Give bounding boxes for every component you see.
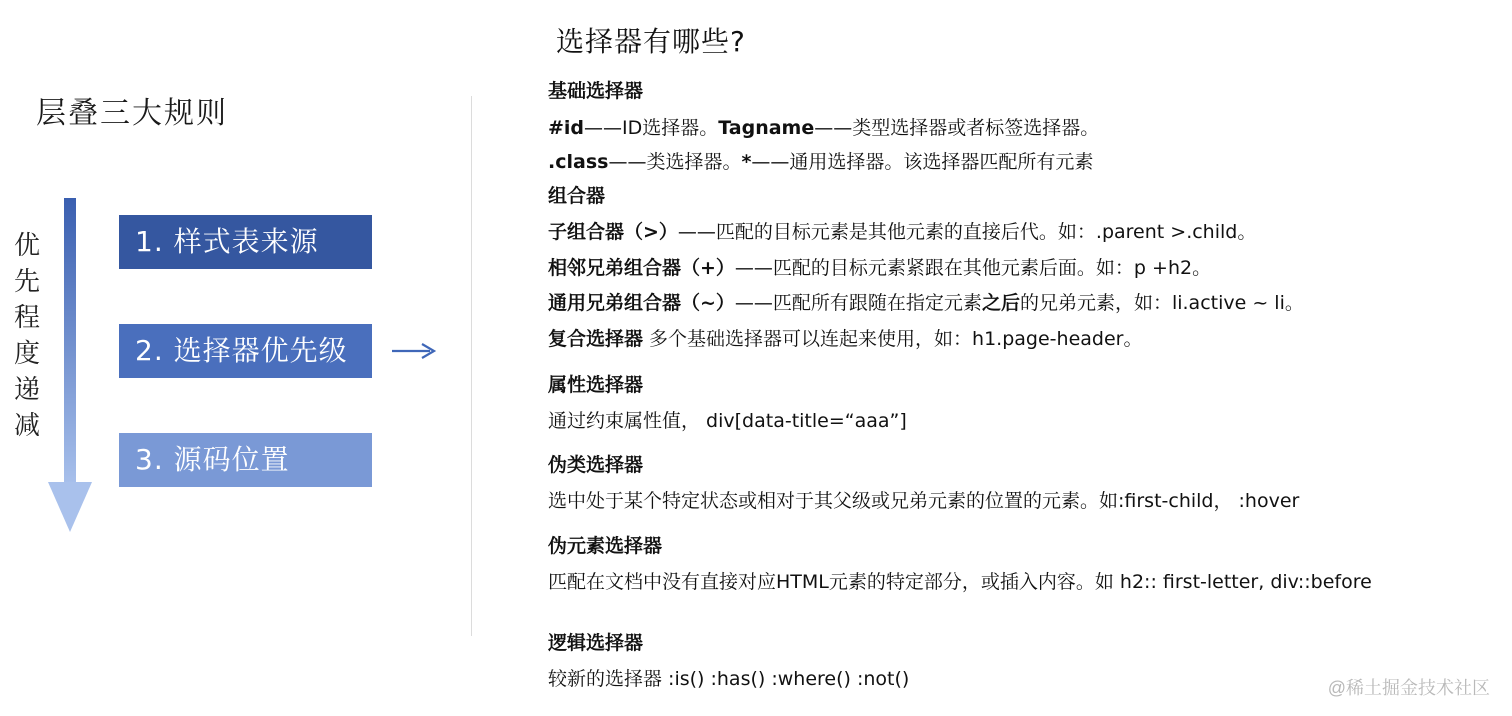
attribute-selectors-text: 通过约束属性值， div[data-title=“aaa”]	[548, 410, 907, 432]
class-selector-term: .class	[548, 151, 609, 173]
priority-down-arrow-icon	[48, 198, 92, 532]
basic-selectors-line-1	[548, 113, 1099, 140]
right-arrow-icon	[390, 340, 438, 362]
child-combinator-desc: ——匹配的目标元素是其他元素的直接后代。如：.parent >.child。	[677, 221, 1257, 243]
priority-char: 递	[13, 375, 40, 405]
id-selector-term: #id	[548, 117, 585, 139]
adjacent-combinator-term: 相邻兄弟组合器（+）	[548, 257, 735, 279]
compound-selector-line	[548, 324, 1142, 351]
vertical-divider	[471, 96, 472, 636]
rule-source-order: 3. 源码位置	[119, 433, 372, 487]
compound-selector-desc: 多个基础选择器可以连起来使用，如：h1.page-header。	[643, 328, 1143, 350]
tagname-selector-desc: ——类型选择器或者标签选择器。	[814, 117, 1100, 139]
universal-selector-desc: ——通用选择器。该选择器匹配所有元素	[751, 151, 1094, 173]
general-combinator-emphasis: 之后	[981, 292, 1020, 314]
priority-char: 优	[13, 231, 40, 261]
general-combinator-desc-2: 的兄弟元素，如：li.active ~ li。	[1019, 292, 1304, 314]
child-combinator-term: 子组合器（>）	[548, 221, 678, 243]
combinators-heading: 组合器	[548, 185, 606, 207]
priority-char: 减	[13, 411, 40, 441]
pseudo-element-heading: 伪元素选择器	[548, 535, 663, 557]
priority-char: 先	[13, 267, 40, 297]
selectors-title: 选择器有哪些?	[556, 25, 746, 58]
id-selector-desc: ——ID选择器。	[584, 117, 719, 139]
basic-selectors-heading: 基础选择器	[548, 80, 644, 102]
priority-char: 度	[13, 339, 40, 369]
watermark: @稀土掘金技术社区	[1327, 678, 1490, 698]
class-selector-desc: ——类选择器。	[608, 151, 742, 173]
adjacent-combinator-desc: ——匹配的目标元素紧跟在其他元素后面。如：p +h2。	[734, 257, 1212, 279]
pseudo-class-heading: 伪类选择器	[548, 454, 644, 476]
pseudo-class-text: 选中处于某个特定状态或相对于其父级或兄弟元素的位置的元素。如:first-child， :hover	[548, 490, 1300, 512]
rule-stylesheet-origin: 1. 样式表来源	[119, 215, 372, 269]
attribute-selectors-heading: 属性选择器	[548, 374, 644, 396]
priority-decreasing-label	[12, 228, 42, 444]
logical-selectors-heading: 逻辑选择器	[548, 632, 644, 654]
general-combinator-desc-1: ——匹配所有跟随在指定元素	[734, 292, 982, 314]
universal-selector-term: *	[741, 151, 752, 173]
child-combinator-line	[548, 217, 1256, 244]
basic-selectors-line-2	[548, 147, 1093, 174]
priority-char: 程	[13, 303, 40, 333]
rule-selector-specificity: 2. 选择器优先级	[119, 324, 372, 378]
adjacent-combinator-line	[548, 253, 1211, 280]
compound-selector-term: 复合选择器	[548, 328, 644, 350]
general-combinator-term: 通用兄弟组合器（~）	[548, 292, 735, 314]
logical-selectors-text: 较新的选择器 :is() :has() :where() :not()	[548, 668, 910, 690]
general-combinator-line	[548, 288, 1304, 315]
cascade-rules-title: 层叠三大规则	[36, 96, 228, 131]
tagname-selector-term: Tagname	[718, 117, 815, 139]
pseudo-element-text: 匹配在文档中没有直接对应HTML元素的特定部分，或插入内容。如 h2:: first-letter, div::before	[548, 571, 1372, 593]
